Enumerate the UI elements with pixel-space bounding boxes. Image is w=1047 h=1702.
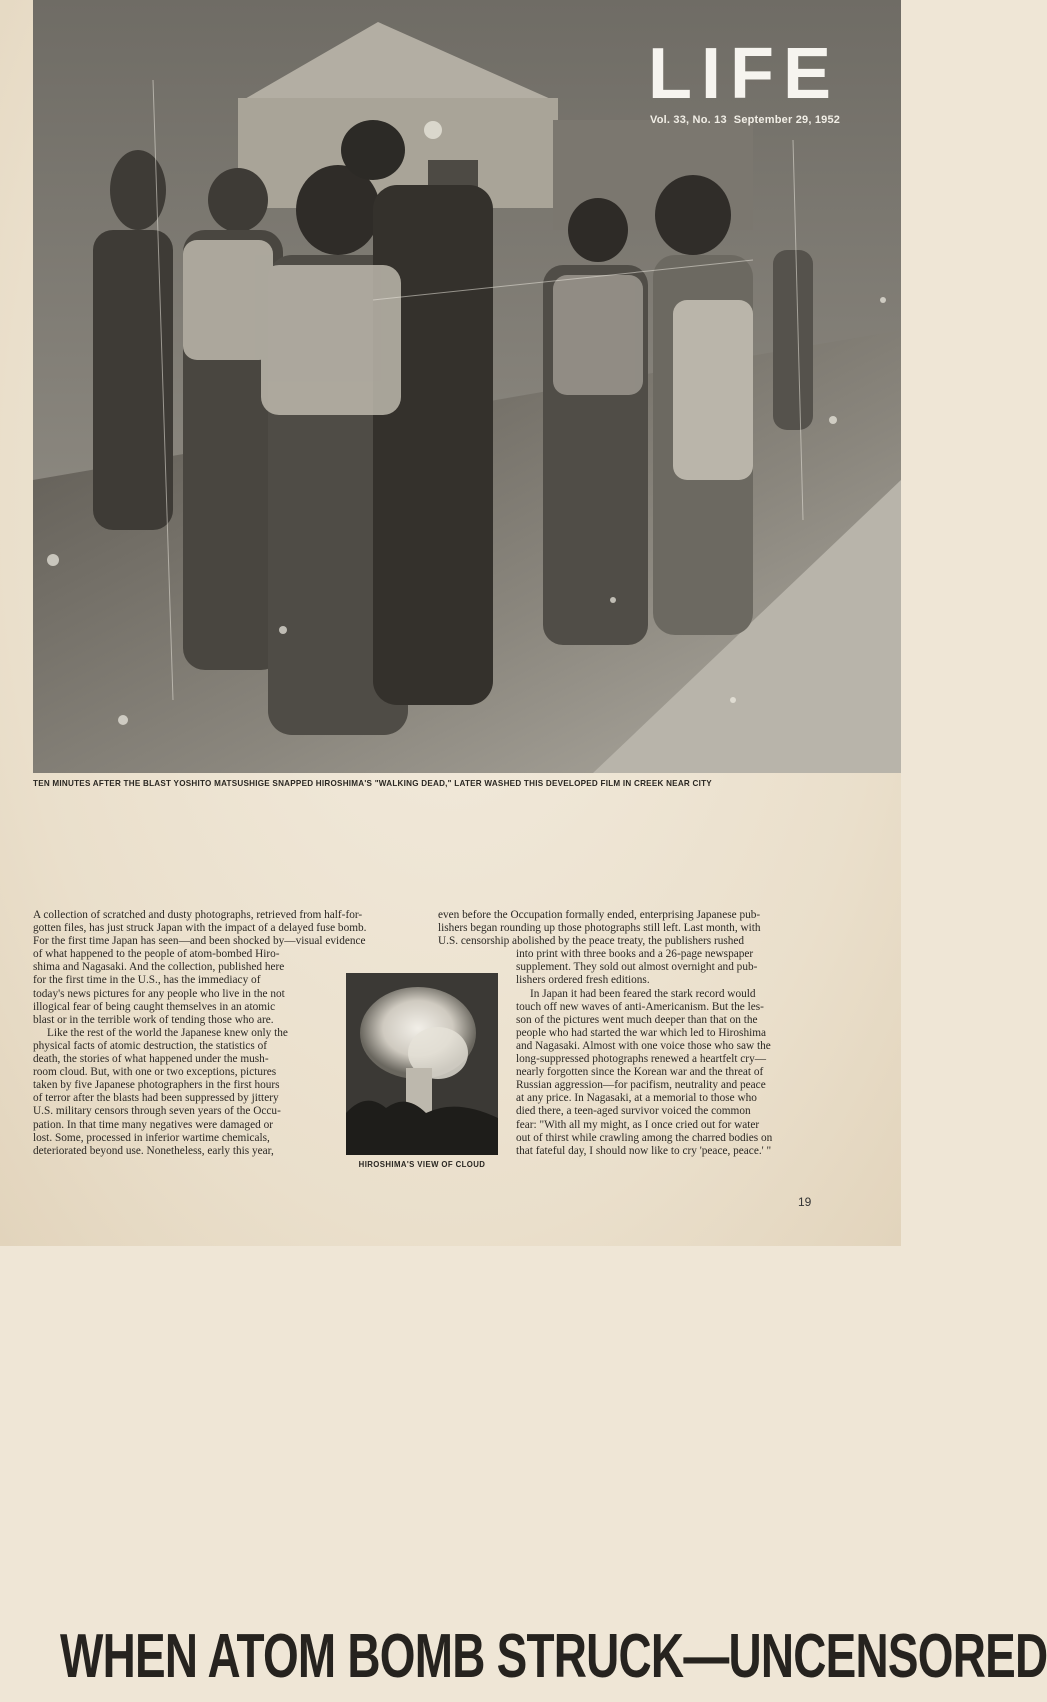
text-line: of terror after the blasts had been suppressed by jittery — [33, 1092, 279, 1105]
page-number: 19 — [798, 1195, 812, 1209]
text-line: Russian aggression—for pacifism, neutrality and peace — [516, 1079, 766, 1092]
photo-caption: TEN MINUTES AFTER THE BLAST YOSHITO MATSUSHIGE SNAPPED HIROSHIMA'S "WALKING DEAD," LATER WASHED THIS DEVELOPED FILM IN CREEK NEAR CITY — [33, 779, 712, 788]
text-line: nearly forgotten since the Korean war and the threat of — [516, 1066, 764, 1079]
text-line: shima and Nagasaki. And the collection, published here — [33, 961, 285, 974]
text-line: died there, a teen-aged survivor voiced the common — [516, 1105, 751, 1118]
text-line: into print with three books and a 26-page newspaper — [516, 948, 754, 961]
issue-volume: Vol. 33, No. 13 — [650, 114, 727, 126]
text-line: deteriorated beyond use. Nonetheless, early this year, — [33, 1144, 274, 1157]
main-photograph — [33, 0, 901, 773]
text-line: long-suppressed photographs renewed a heartfelt cry— — [516, 1053, 767, 1066]
text-line: lishers began rounding up those photographs still left. Last month, with — [438, 922, 761, 935]
text-line: today's news pictures for any people who live in the not — [33, 987, 285, 1000]
text-line: A collection of scratched and dusty photographs, retrieved from half-for- — [33, 909, 363, 921]
issue-date: September 29, 1952 — [733, 114, 841, 126]
text-line: lishers ordered fresh editions. — [516, 974, 650, 987]
life-logo: LIFE — [648, 34, 840, 114]
text-line: even before the Occupation formally ended, enterprising Japanese pub- — [438, 909, 761, 921]
text-line: supplement. They sold out almost overnight and pub- — [516, 961, 758, 974]
col2-short-block — [516, 948, 816, 1158]
text-line: gotten files, has just struck Japan with the impact of a delayed fuse bomb. — [33, 922, 367, 935]
text-line: illogical fear of being caught themselves in an atomic — [33, 1000, 276, 1013]
text-line: pation. In that time many negatives were damaged or — [33, 1118, 273, 1131]
text-line: touch off new waves of anti-Americanism. But the les- — [516, 1000, 764, 1013]
inset-caption: HIROSHIMA'S VIEW OF CLOUD — [358, 1160, 486, 1169]
text-line: for the first time in the U.S., has the immediacy of — [33, 974, 261, 987]
text-line: taken by five Japanese photographers in the first hours — [33, 1079, 280, 1092]
text-line: people who had started the war which led to Hiroshima — [516, 1026, 767, 1039]
issue-info — [650, 114, 847, 126]
text-line: death, the stories of what happened under the mush- — [33, 1053, 269, 1066]
text-line: that fateful day, I should now like to cry 'peace, peace.' " — [516, 1144, 772, 1157]
text-line: Like the rest of the world the Japanese knew only the — [47, 1026, 288, 1039]
text-line: For the first time Japan has seen—and been shocked by—visual evidence — [33, 935, 366, 948]
text-line: blast or in the terrible work of tending those who are. — [33, 1013, 274, 1026]
text-line: lost. Some, processed in inferior wartime chemicals, — [33, 1131, 270, 1144]
headline: WHEN ATOM BOMB STRUCK—UNCENSORED — [60, 1622, 1047, 1691]
text-line: U.S. military censors through seven years of the Occu- — [33, 1105, 281, 1118]
article-column-2 — [438, 909, 816, 1158]
text-line: at any price. In Nagasaki, at a memorial to those who — [516, 1092, 757, 1105]
text-line: physical facts of atomic destruction, the statistics of — [33, 1039, 268, 1052]
text-line: U.S. censorship abolished by the peace treaty, the publishers rushed — [438, 935, 745, 948]
text-line: fear: "With all my might, as I once cried out for water — [516, 1118, 760, 1131]
text-line: out of thirst while crawling among the charred bodies on — [516, 1131, 773, 1144]
text-line: and Nagasaki. Almost with one voice those who saw the — [516, 1039, 771, 1052]
text-line: room cloud. But, with one or two exceptions, pictures — [33, 1066, 277, 1079]
text-line: In Japan it had been feared the stark record would — [530, 987, 756, 1000]
text-line: of what happened to the people of atom-bombed Hiro- — [33, 948, 280, 961]
text-line: son of the pictures went much deeper than that on the — [516, 1013, 758, 1026]
